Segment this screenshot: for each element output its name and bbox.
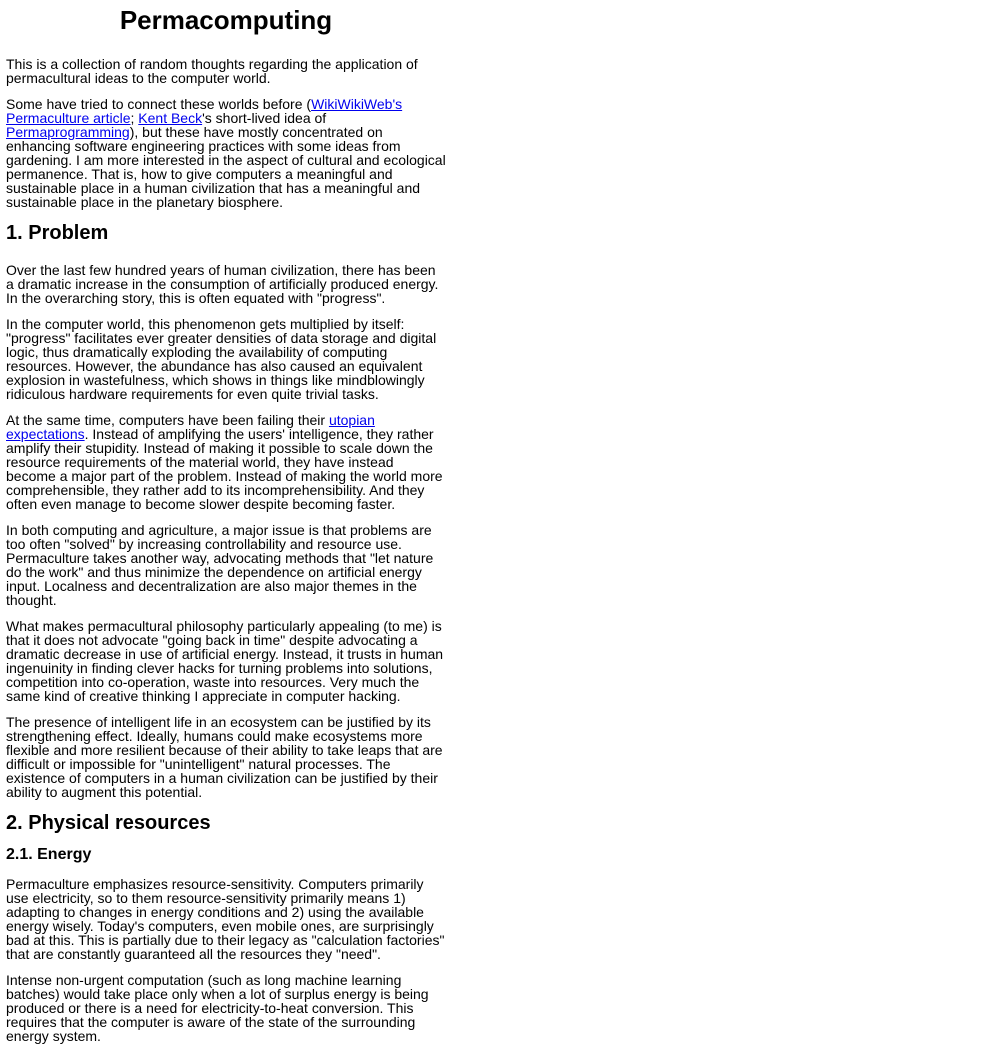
kent-beck-link[interactable]: Kent Beck bbox=[138, 110, 203, 126]
problem-paragraph-6: The presence of intelligent life in an ecosystem can be justified by its strengthening effect. Ideally, humans could make ecosystems more flexible and more resilient because of their ability to take leaps that are difficult or impossible for "unintelligent" natural processes. The existence of computers in a human civilization can be justified by their ability to augment this potential. bbox=[6, 714, 443, 800]
intro-text-4: ), but these have mostly concentrated on enhancing software engineering practices with some ideas from gardening. I am more interested in the aspect of cultural and ecological permanence. That is, how to give computers a meaningful and sustainable place in a human civilization that has a meaningful and sustainable place in the planetary biosphere. bbox=[6, 124, 446, 210]
section-heading-problem: 1. Problem bbox=[6, 222, 109, 244]
article bbox=[6, 0, 446, 1043]
energy-paragraph-2: Intense non-urgent computation (such as long machine learning batches) would take place only when a lot of surplus energy is being produced or there is a need for electricity-to-heat conversion. This requires that the computer is aware of the state of the surrounding energy system. bbox=[6, 972, 429, 1044]
problem-paragraph-3 bbox=[6, 413, 446, 511]
problem-p3-text-2: . Instead of amplifying the users' intelligence, they rather amplify their stupidity. Instead of making it possible to scale down the resource requirements of the material world, they have instead become a major part of the problem. Instead of making the world more comprehensible, they rather add to its incomprehensibility. And they often even manage to become slower despite becoming faster. bbox=[6, 426, 443, 512]
section-heading-physical-resources: 2. Physical resources bbox=[6, 812, 211, 834]
wikiwikiweb-permaculture-link[interactable]: WikiWikiWeb's Permaculture article bbox=[6, 96, 403, 126]
intro-text-3: 's short-lived idea of bbox=[202, 110, 327, 126]
intro-text-1: Some have tried to connect these worlds before ( bbox=[6, 96, 312, 112]
energy-paragraph-1: Permaculture emphasizes resource-sensitivity. Computers primarily use electricity, so to them resource-sensitivity primarily means 1) adapting to changes in energy conditions and 2) using the available energy wisely. Today's computers, even mobile ones, are surprisingly bad at this. This is partially due to their legacy as "calculation factories" that are constantly guaranteed all the resources they "need". bbox=[6, 876, 445, 962]
problem-paragraph-5: What makes permacultural philosophy particularly appealing (to me) is that it does not advocate "going back in time" despite advocating a dramatic decrease in use of artificial energy. Instead, it trusts in human ingenuinity in finding clever hacks for turning problems into solutions, competition into co-operation, waste into resources. Very much the same kind of creative thinking I appreciate in computer hacking. bbox=[6, 618, 444, 704]
intro-paragraph-2 bbox=[6, 97, 446, 209]
problem-paragraph-1: Over the last few hundred years of human civilization, there has been a dramatic increase in the consumption of artificially produced energy. In the overarching story, this is often equated with "progress". bbox=[6, 262, 439, 306]
permaprogramming-link[interactable]: Permaprogramming bbox=[6, 124, 130, 140]
intro-text-2: ; bbox=[130, 110, 139, 126]
problem-paragraph-4: In both computing and agriculture, a major issue is that problems are too often "solved" by increasing controllability and resource use. Permaculture takes another way, advocating methods that "let nature do the work" and thus minimize the dependence on artificial energy input. Localness and decentralization are also major themes in the thought. bbox=[6, 522, 434, 608]
subsection-heading-energy: 2.1. Energy bbox=[6, 846, 92, 863]
problem-p3-text-1: At the same time, computers have been failing their bbox=[6, 412, 329, 428]
intro-paragraph-1: This is a collection of random thoughts regarding the application of permacultural ideas to the computer world. bbox=[6, 56, 418, 86]
utopian-expectations-link[interactable]: utopian expectations bbox=[6, 412, 375, 442]
page-title: Permacomputing bbox=[119, 5, 333, 35]
problem-paragraph-2: In the computer world, this phenomenon gets multiplied by itself: "progress" facilitates ever greater densities of data storage and digital logic, thus dramatically exploding the availability of computing resources. However, the abundance has also caused an equivalent explosion in wastefulness, which shows in things like mindblowingly ridiculous hardware requirements for even quite trivial tasks. bbox=[6, 316, 437, 402]
